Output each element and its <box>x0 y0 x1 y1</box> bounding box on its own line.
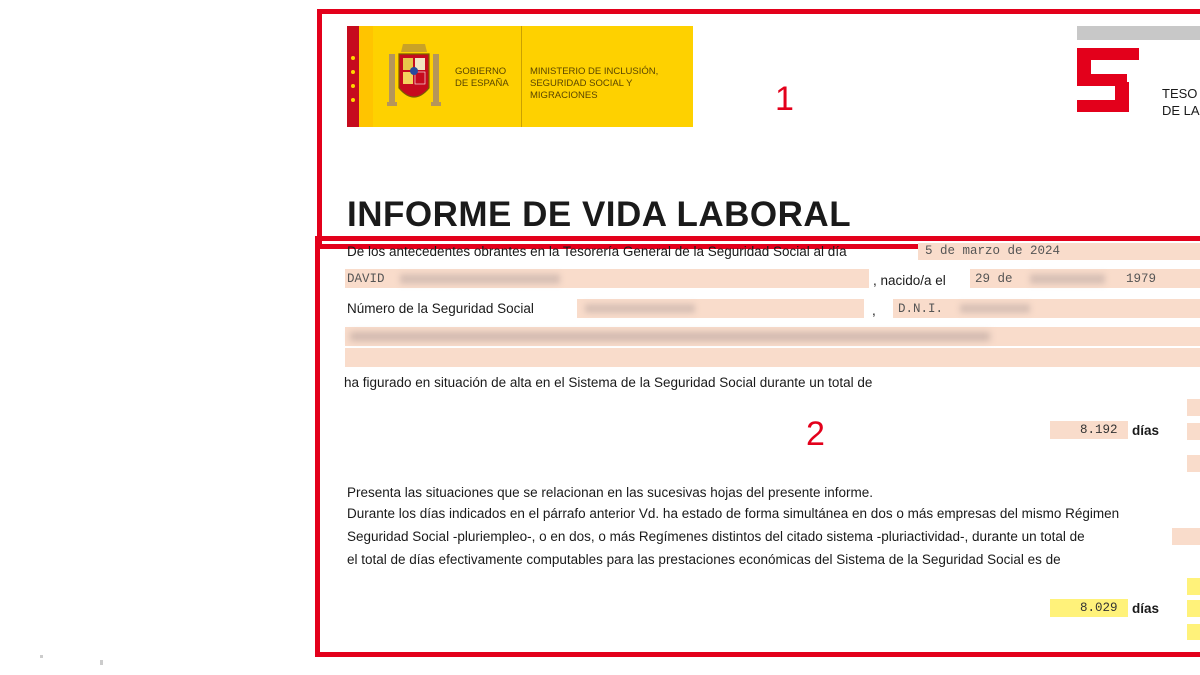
stray-mark <box>100 660 103 665</box>
gobierno-text: GOBIERNO DE ESPAÑA <box>455 66 509 89</box>
alta-text: ha figurado en situación de alta en el Sistema de la Seguridad Social durante un total de <box>344 375 873 390</box>
comma: , <box>872 303 876 318</box>
birth-day: 29 de <box>975 272 1013 286</box>
side-field-yellow <box>1187 600 1200 617</box>
intro-text: De los antecedentes obrantes en la Tesorería General de la Seguridad Social al día <box>347 244 847 259</box>
side-field <box>1187 399 1200 416</box>
ministry-text: MINISTERIO DE INCLUSIÓN, SEGURIDAD SOCIAL Y MIGRACIONES <box>530 66 659 101</box>
total-days-label: días <box>1132 423 1160 438</box>
side-field <box>1187 423 1200 440</box>
tesoreria-text-2: DE LA <box>1162 103 1200 118</box>
ss-number-redacted <box>585 304 695 313</box>
born-label: , nacido/a el <box>873 273 946 288</box>
tesoreria-text-1: TESO <box>1162 86 1198 101</box>
computable-days-value: 8.029 <box>1080 601 1118 615</box>
side-field <box>1172 528 1200 545</box>
annotation-label-1: 1 <box>775 80 794 118</box>
side-field-yellow <box>1187 624 1200 640</box>
side-field <box>1187 455 1200 472</box>
birth-month-redacted <box>1030 274 1105 284</box>
birth-year: 1979 <box>1126 272 1157 286</box>
address-field-2 <box>345 348 1200 367</box>
stray-mark <box>40 655 43 658</box>
address-redacted-1 <box>350 332 990 341</box>
name-first: DAVID <box>347 272 385 286</box>
para-4: el total de días efectivamente computables para las prestaciones económicas del Sistema de la Seguridad Social es de <box>347 552 1061 567</box>
para-2: Durante los días indicados en el párrafo anterior Vd. ha estado de forma simultánea en dos o más empresas del mismo Régimen <box>347 506 1120 521</box>
computable-days-label: días <box>1132 601 1160 616</box>
document-title: INFORME DE VIDA LABORAL <box>347 195 852 234</box>
para-3: Seguridad Social -pluriempleo-, o en dos, o más Regímenes distintos del citado sistema -pluriactividad-, durante un total de <box>347 529 1085 544</box>
annotation-label-2: 2 <box>806 415 825 453</box>
name-redacted <box>400 274 560 284</box>
para-1: Presenta las situaciones que se relacionan en las sucesivas hojas del presente informe. <box>347 485 874 500</box>
total-days-value: 8.192 <box>1080 423 1118 437</box>
dni-label: D.N.I. <box>898 302 944 316</box>
side-field-yellow <box>1187 578 1200 595</box>
dni-redacted <box>960 304 1030 313</box>
ss-number-label: Número de la Seguridad Social <box>347 301 534 316</box>
date-value: 5 de marzo de 2024 <box>925 244 1061 258</box>
